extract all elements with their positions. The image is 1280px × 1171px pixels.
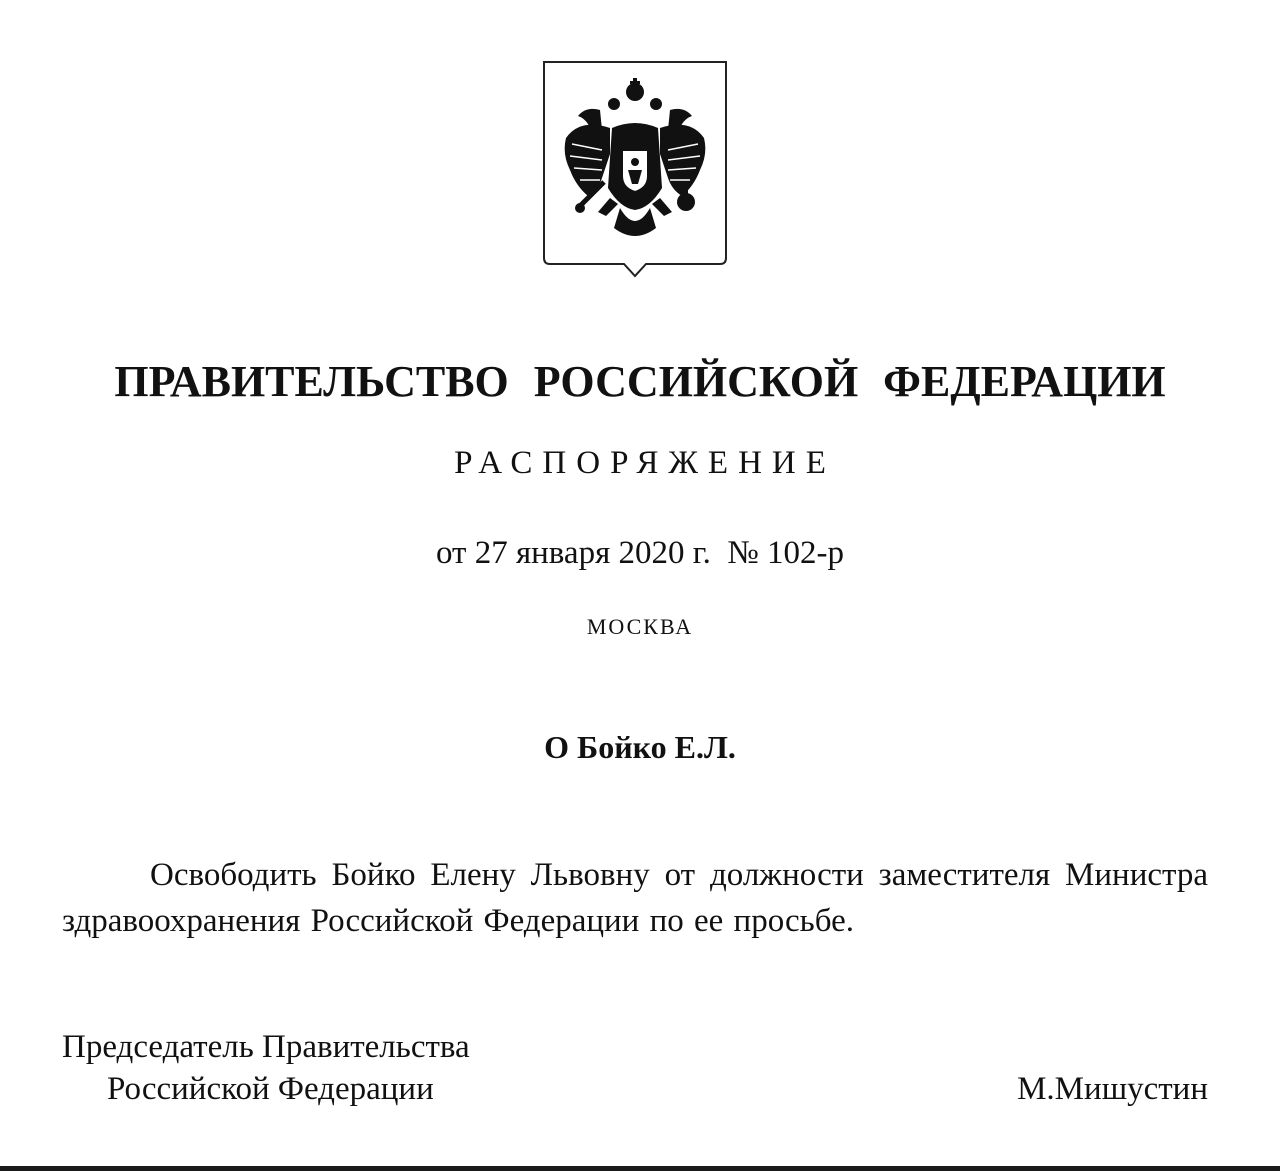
signer-title-line-2: Российской Федерации [107, 1071, 434, 1107]
document-body: Освободить Бойко Елену Львовну от должности заместителя Министра здравоохранения Российской Федерации по ее просьбе. [62, 857, 1208, 939]
signer-title-line-1: Председатель Правительства [62, 1029, 470, 1065]
government-title: ПРАВИТЕЛЬСТВО РОССИЙСКОЙ ФЕДЕРАЦИИ [114, 357, 1166, 406]
document-city: МОСКВА [586, 614, 694, 639]
signer-name: М.Мишустин [1017, 1071, 1208, 1107]
document-date-number: от 27 января 2020 г. № 102-р [435, 535, 845, 571]
document-subject: О Бойко Е.Л. [544, 729, 736, 765]
page-bottom-edge [0, 1166, 1280, 1171]
coat-of-arms-icon [540, 58, 730, 280]
document-type: РАСПОРЯЖЕНИЕ [454, 445, 836, 481]
